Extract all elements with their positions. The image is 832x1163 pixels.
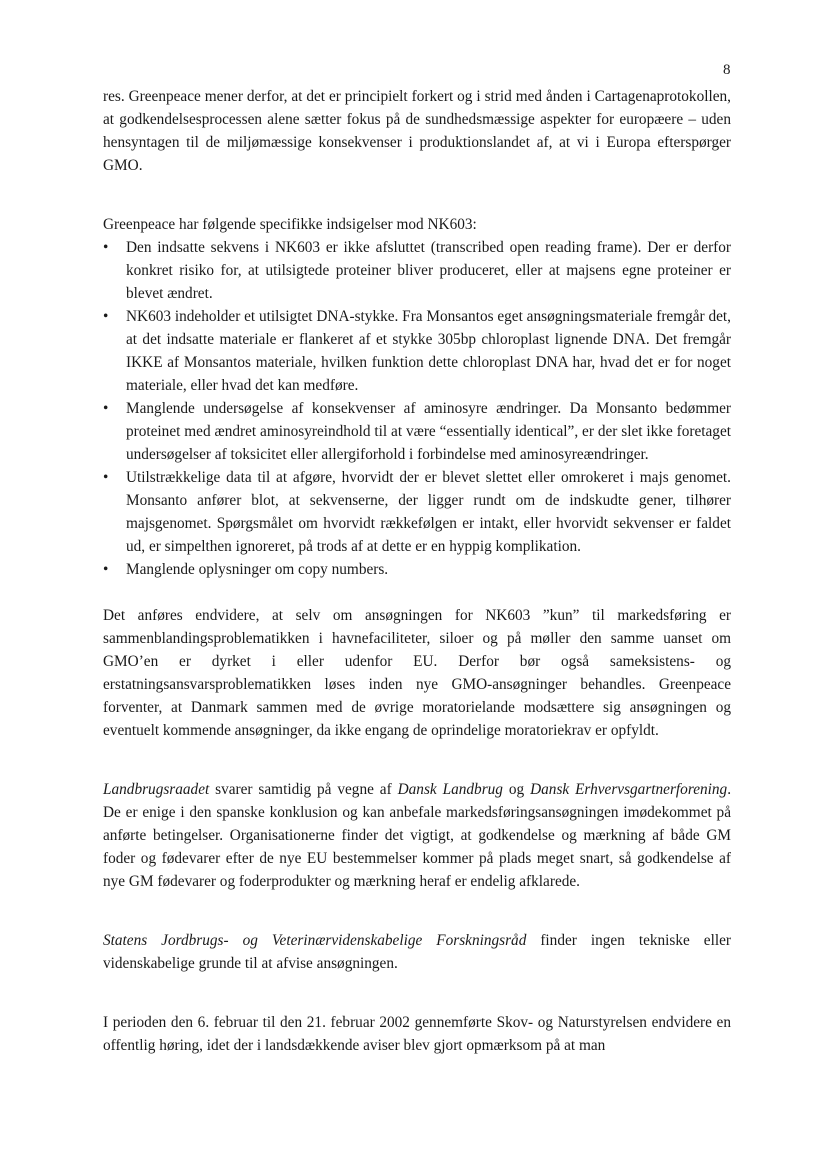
org-name-forskningsraad: Statens Jordbrugs- og Veterinærvidenskabelige Forskningsråd — [103, 932, 527, 949]
list-item: • Manglende undersøgelse af konsekvenser af aminosyre ændringer. Da Monsanto bedømmer proteinet med ændret aminosyreindhold til at være “essentially identical”, er der slet ikke foretaget undersøgelser af toksicitet eller allergiforhold i forbindelse med aminosyreændringer. — [103, 397, 731, 466]
paragraph-text: og — [502, 781, 531, 798]
paragraph-5 — [103, 929, 731, 975]
paragraph-6: I perioden den 6. februar til den 21. februar 2002 gennemførte Skov- og Naturstyrelsen endvidere en offentlig høring, idet der i landsdækkende aviser blev gjort opmærksom på at man — [103, 1014, 731, 1054]
objections-list — [103, 236, 731, 581]
list-item: • Utilstrækkelige data til at afgøre, hvorvidt der er blevet slettet eller omrokeret i majs genomet. Monsanto anfører blot, at sekvenserne, der ligger rundt om de indskudte gener, tilhører majsgenomet. Spørgsmålet om hvorvidt rækkefølgen er intakt, eller hvorvidt sekvenser er faldet ud, er simpelthen ignoreret, på trods af at dette er en hyppig komplikation. — [103, 466, 731, 558]
paragraph-text: . De er enige i den spanske konklusion og kan anbefale markedsføringsansøgningen imødekommet på anførte betingelser. Organisationerne finder det vigtigt, at godkendelse og mærkning af både GM foder og fødevarer efter de nye EU bestemmelser kommer på plads meget snart, så godkendelse af nye GM fødevarer og foderprodukter og mærkning heraf er endelig afklarede. — [103, 781, 732, 890]
paragraph-1: res. Greenpeace mener derfor, at det er principielt forkert og i strid med ånden i Cartagenaprotokollen, at godkendelsesprocessen alene sætter fokus på de sundhedsmæssige aspekter for europæere – uden hensyntagen til de miljømæssige konsekvenser i produktionslandet af, at vi i Europa efterspørger GMO. — [103, 88, 731, 174]
objections-intro: Greenpeace har følgende specifikke indsigelser mod NK603: — [103, 216, 477, 233]
paragraph-text: svarer samtidig på vegne af — [209, 781, 398, 798]
list-item: • Den indsatte sekvens i NK603 er ikke afsluttet (transcribed open reading frame). Der er derfor konkret risiko for, at utilsigtede proteiner bliver produceret, eller at majsens egne proteiner er blevet ændret. — [103, 236, 731, 305]
org-name-dansk-landbrug: Dansk Landbrug — [397, 781, 503, 798]
paragraph-text: finder ingen tekniske eller videnskabelige grunde til at afvise ansøgningen. — [103, 932, 731, 972]
org-name-landbrugsraadet: Landbrugsraadet — [103, 781, 210, 798]
list-item: • Manglende oplysninger om copy numbers. — [103, 558, 731, 581]
paragraph-4 — [103, 778, 731, 893]
document-body — [103, 85, 731, 1057]
page-number: 8 — [723, 62, 731, 78]
org-name-erhvervsgartnerforening: Dansk Erhvervsgartnerforening — [530, 781, 728, 798]
paragraph-3: Det anføres endvidere, at selv om ansøgningen for NK603 ”kun” til markedsføring er sammenblandingsproblematikken i havnefaciliteter, siloer og på møller den samme uanset om GMO’en er dyrket i eller udenfor EU. Derfor bør også sameksistens- og erstatningsansvarsproblematikken løses inden nye GMO-ansøgninger behandles. Greenpeace forventer, at Danmark sammen med de øvrige moratorielande modsættere sig ansøgningen og eventuelt kommende ansøgninger, da ikke engang de oprindelige moratoriekrav er opfyldt. — [103, 607, 731, 739]
list-item: • NK603 indeholder et utilsigtet DNA-stykke. Fra Monsantos eget ansøgningsmateriale fremgår det, at det indsatte materiale er flankeret af et stykke 305bp chloroplast lignende DNA. Det fremgår IKKE af Monsantos materiale, hvilken funktion dette chloroplast DNA har, hvad det er for noget materiale, eller hvad det kan medføre. — [103, 305, 731, 397]
